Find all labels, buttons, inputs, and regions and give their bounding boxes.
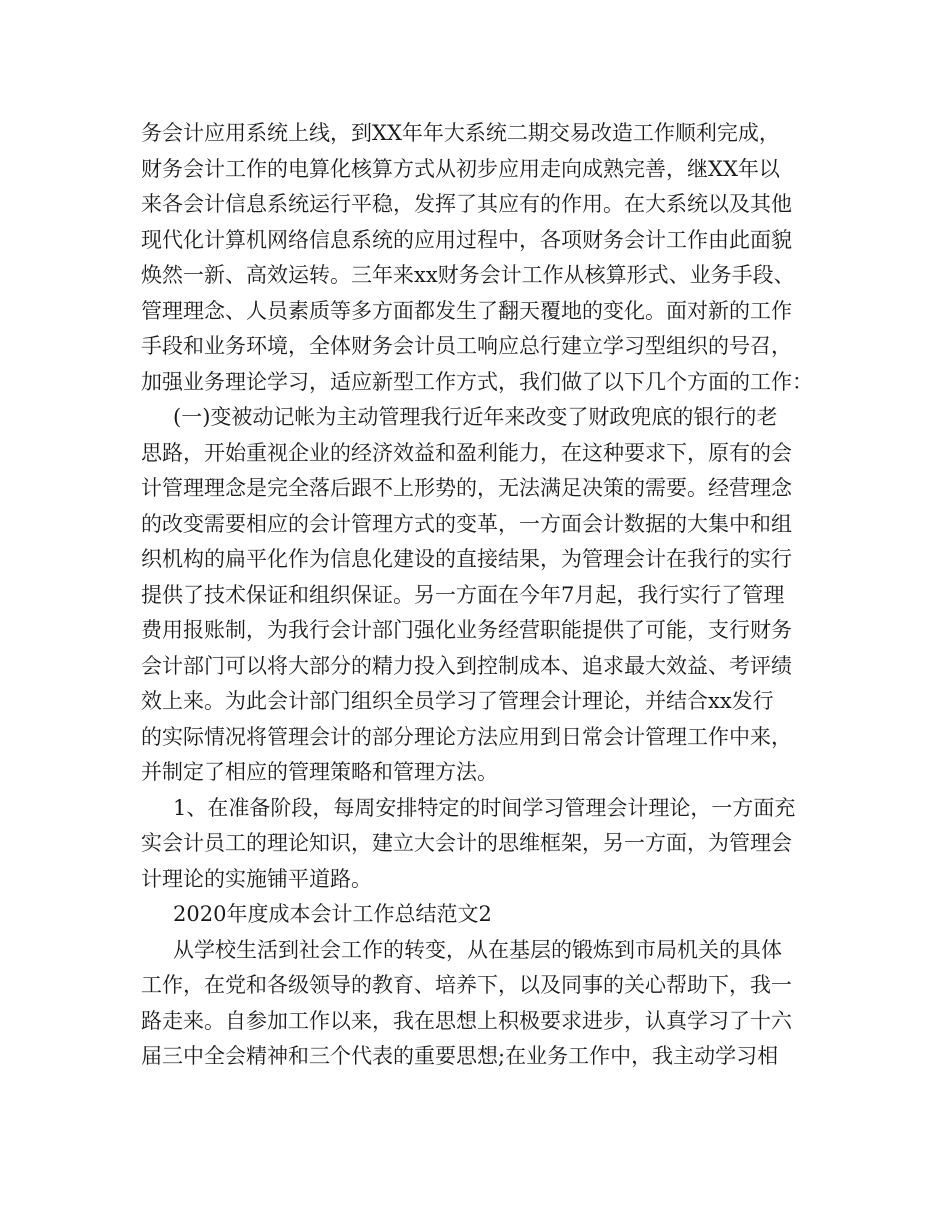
text-line: 实会计员工的理论知识，建立大会计的思维框架，另一方面，为管理会	[141, 831, 792, 855]
text-line: 手段和业务环境，全体财务会计员工响应总行建立学习型组织的号召，	[141, 334, 792, 358]
text-line: 提供了技术保证和组织保证。另一方面在今年7月起，我行实行了管理	[141, 582, 785, 607]
text-line: 管理理念、人员素质等多方面都发生了翻天覆地的变化。面对新的工作	[141, 298, 792, 323]
text-line: 焕然一新、高效运转。三年来xx财务会计工作从核算形式、业务手段、	[141, 263, 795, 287]
text-line: 计理论的实施铺平道路。	[141, 866, 372, 891]
document-body	[141, 116, 813, 1075]
text-line: 届三中全会精神和三个代表的重要思想;在业务工作中，我主动学习相	[141, 1044, 779, 1068]
text-line: 思路，开始重视企业的经济效益和盈利能力，在这种要求下，原有的会	[141, 440, 792, 465]
text-line: 的实际情况将管理会计的部分理论方法应用到日常会计管理工作中来，	[141, 724, 792, 749]
text-line: 费用报账制，为我行会计部门强化业务经营职能提供了可能，支行财务	[141, 618, 792, 642]
text-line: 效上来。为此会计部门组织全员学习了管理会计理论，并结合xx发行	[141, 689, 774, 713]
text-line: 务会计应用系统上线，到XX年年大系统二期交易改造工作顺利完成，	[141, 121, 780, 145]
text-line: 工作，在党和各级领导的教育、培养下，以及同事的关心帮助下，我一	[141, 973, 792, 997]
paragraph-start-line: 从学校生活到社会工作的转变，从在基层的锻炼到市局机关的具体	[173, 937, 782, 962]
paragraph-start-line: (一)变被动记帐为主动管理我行近年来改变了财政兜底的银行的老	[173, 405, 778, 429]
text-line: 现代化计算机网络信息系统的应用过程中，各项财务会计工作由此面貌	[141, 227, 792, 252]
text-line: 的改变需要相应的会计管理方式的变革，一方面会计数据的大集中和组	[141, 511, 792, 536]
paragraph-start-line: 1、在准备阶段，每周安排特定的时间学习管理会计理论，一方面充	[173, 795, 796, 820]
text-line: 来各会计信息系统运行平稳，发挥了其应有的作用。在大系统以及其他	[141, 192, 792, 216]
text-line: 路走来。自参加工作以来，我在思想上积极要求进步，认真学习了十六	[141, 1008, 792, 1033]
text-line: 加强业务理论学习，适应新型工作方式，我们做了以下几个方面的工作：	[141, 369, 813, 394]
section-heading: 2020年度成本会计工作总结范文2	[173, 902, 492, 926]
text-line: 并制定了相应的管理策略和管理方法。	[141, 760, 498, 784]
text-line: 计管理理念是完全落后跟不上形势的，无法满足决策的需要。经营理念	[141, 476, 792, 500]
text-line: 财务会计工作的电算化核算方式从初步应用走向成熟完善，继XX年以	[141, 156, 780, 181]
text-line: 会计部门可以将大部分的精力投入到控制成本、追求最大效益、考评绩	[141, 653, 792, 678]
text-line: 织机构的扁平化作为信息化建设的直接结果，为管理会计在我行的实行	[141, 547, 792, 571]
